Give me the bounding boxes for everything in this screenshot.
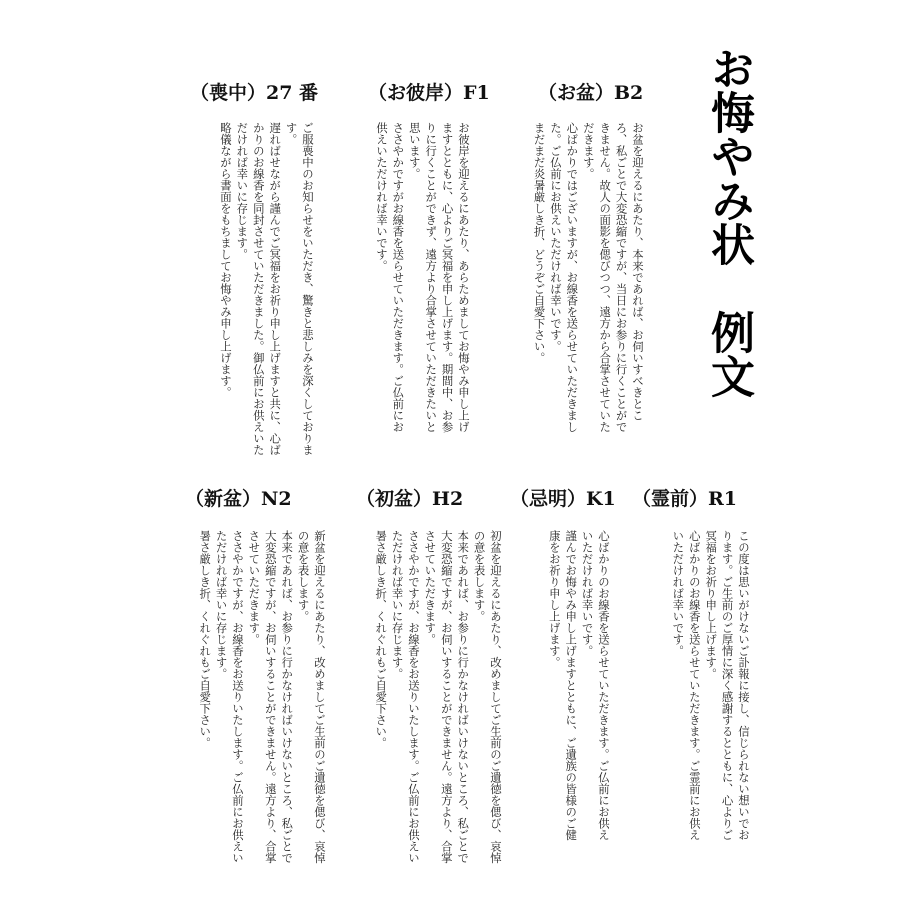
example-body-reizen-r1: この度は思いがけないご訃報に接し、信じられない想いでおります。ご生前のご厚情に深く感謝するとともに、心よりご冥福をお祈り申し上げます。 心ばかりのお線香を送らせていただきます。ご霊前にお供えいただければ幸いです。 — [671, 530, 751, 841]
example-body-niibon-n2: 新盆を迎えるにあたり、改めましてご生前のご遺徳を偲び、哀悼の意を表します。 本来であれば、お参りに行かなければいけないところ、私ごとで大変恐縮ですが、お伺いすることができません。遠方より、合掌させていただきます。 ささやかですが、お線香をお送りいたします。ご仏前にお供えいただければ幸いに存じます。 暑さ厳しき折、くれぐれもご自愛下さい。 — [198, 530, 327, 864]
page-title: お悔やみ状 例文 — [703, 46, 754, 398]
example-heading-niibon-n2: （新盆）N2 — [185, 488, 292, 510]
example-heading-hatsubon-h2: （初盆）H2 — [356, 488, 464, 510]
example-heading-ohigan-f1: （お彼岸）F1 — [368, 82, 490, 104]
example-body-ohigan-f1: お彼岸を迎えるにあたり、あらためましてお悔やみ申し上げますとともに、心よりご冥福を申し上げます。期間中、お参りに行くことができず、遠方より合掌させていただきたいと思います。 ささやかですがお線香を送らせていただきます。ご仏前にお供えいただければ幸いです。 — [374, 122, 471, 433]
example-heading-kiake-k1: （忌明）K1 — [510, 488, 616, 510]
example-heading-reizen-r1: （霊前）R1 — [632, 488, 738, 510]
example-body-kiake-k1: 心ばかりのお線香を送らせていただきます。ご仏前にお供えいただければ幸いです。 謹んでお悔やみ申し上げますとともに、ご遺族の皆様のご健康をお祈り申し上げます。 — [547, 530, 611, 841]
example-heading-obon-b2: （お盆）B2 — [538, 82, 644, 104]
example-heading-mochu-27: （喪中）27 番 — [190, 82, 319, 104]
example-body-hatsubon-h2: 初盆を迎えるにあたり、改めましてご生前のご遺徳を偲び、哀悼の意を表します。 本来であれば、お参りに行かなければいけないところ、私ごとで大変恐縮ですが、お伺いすることができません。遠方より、合掌させていただきます。 ささやかですが、お線香をお送りいたします。ご仏前にお供えいただければ幸いに存じます。 暑さ厳しき折、くれぐれもご自愛下さい。 — [374, 530, 503, 864]
example-body-mochu-27: ご服喪中のお知らせをいただき、驚きと悲しみを深くしております。 遅ればせながら謹んでご冥福をお祈り申し上げますと共に、心ばかりのお線香を同封させていただきました。御仏前にお供えいただければ幸いに存じます。 略儀ながら書面をもちましてお悔やみ申し上げます。 — [218, 122, 315, 456]
example-body-obon-b2: お盆を迎えるにあたり、本来であれば、お伺いすべきところ、私ごとで大変恐縮ですが、当日にお参りに行くことができません。故人の面影を偲びつつ、遠方から合掌させていただきます。 心ばかりではございますが、お線香を送らせていただきました。ご仏前にお供えいただければ幸いです。 まだまだ炎暑厳しき折、どうぞご自愛下さい。 — [532, 122, 645, 433]
